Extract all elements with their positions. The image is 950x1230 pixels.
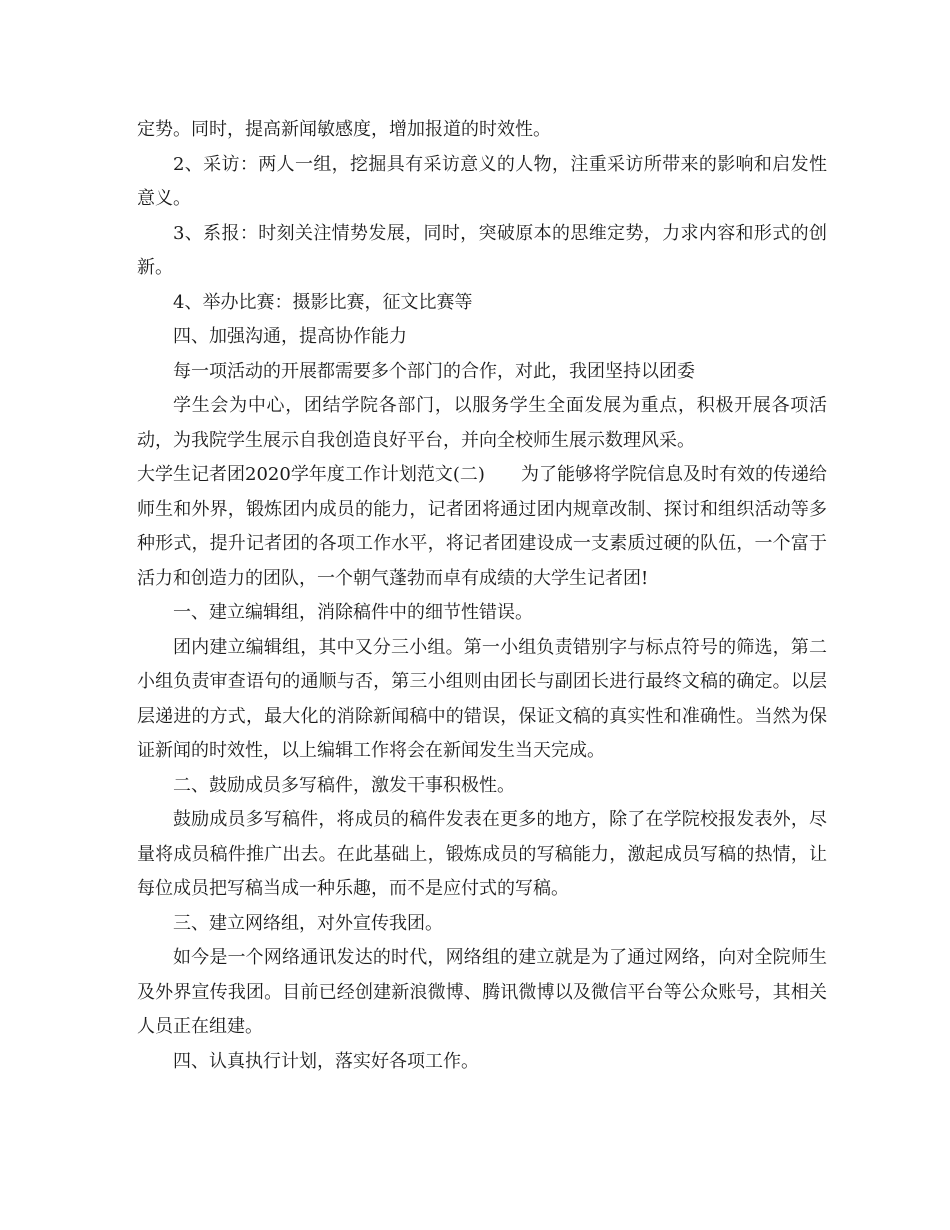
- section-heading: 四、加强沟通，提高协作能力: [173, 326, 407, 347]
- paragraph: 3、系报：时刻关注情势发展，同时，突破原本的思维定势，力求内容和形式的创新。: [137, 222, 827, 278]
- paragraph-text: 为了能够将学院信息及时有效的传递给师生和外界，锻炼团内成员的能力，记者团将通过团内规章改制、探讨和组织活动等多种形式，提升记者团的各项工作水平，将记者团建设成一支素质过硬的队伍，一个富于活力和创造力的团队，一个朝气蓬勃而卓有成绩的大学生记者团!: [137, 464, 828, 589]
- paragraph: 如今是一个网络通讯发达的时代，网络组的建立就是为了通过网络，向对全院师生及外界宣传我团。目前已经创建新浪微博、腾讯微博以及微信平台等公众账号，其相关人员正在组建。: [137, 947, 827, 1037]
- section-heading: 二、鼓励成员多写稿件，激发干事积极性。: [173, 774, 515, 796]
- paragraph: 团内建立编辑组，其中又分三小组。第一小组负责错别字与标点符号的筛选，第二小组负责审查语句的通顺与否，第三小组则由团长与副团长进行最终文稿的确定。以层层递进的方式，最大化的消除新闻稿中的错误，保证文稿的真实性和准确性。当然为保证新闻的时效性，以上编辑工作将会在新闻发生当天完成。: [137, 636, 827, 761]
- title-gap: [485, 464, 521, 485]
- paragraph-with-title: [137, 458, 827, 596]
- paragraph: 4、举办比赛：摄影比赛，征文比赛等: [173, 291, 473, 313]
- paragraph: 每一项活动的开展都需要多个部门的合作，对此，我团坚持以团委: [173, 360, 695, 382]
- section-heading: 四、认真执行计划，落实好各项工作。: [173, 1050, 479, 1072]
- document-title: 大学生记者团2020学年度工作计划范文(二): [137, 464, 485, 485]
- paragraph: 学生会为中心，团结学院各部门，以服务学生全面发展为重点，积极开展各项活动，为我院学生展示自我创造良好平台，并向全校师生展示数理风采。: [137, 395, 827, 451]
- document-body: [137, 113, 827, 1079]
- section-heading: 一、建立编辑组，消除稿件中的细节性错误。: [173, 602, 533, 623]
- section-heading: 三、建立网络组，对外宣传我团。: [173, 912, 443, 934]
- paragraph: 2、采访：两人一组，挖掘具有采访意义的人物，注重采访所带来的影响和启发性意义。: [137, 153, 827, 209]
- paragraph: 鼓励成员多写稿件，将成员的稿件发表在更多的地方，除了在学院校报发表外，尽量将成员稿件推广出去。在此基础上，锻炼成员的写稿能力，激起成员写稿的热情，让每位成员把写稿当成一种乐趣，而不是应付式的写稿。: [137, 809, 827, 899]
- paragraph: 定势。同时，提高新闻敏感度，增加报道的时效性。: [137, 119, 551, 140]
